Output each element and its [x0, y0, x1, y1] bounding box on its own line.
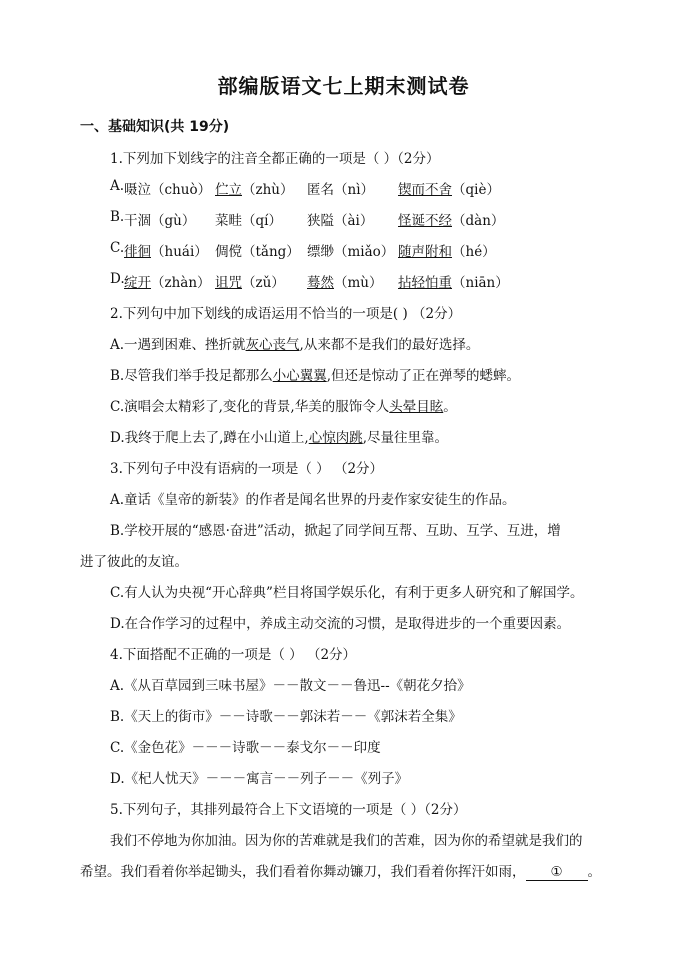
fill-blank-1[interactable]: ① [526, 865, 588, 881]
question-5-stem: 5.下列句子，其排列最符合上下文语境的一项是（ ）（2分） [110, 802, 467, 818]
q1-b-word1: 干涸（gù） [124, 213, 196, 229]
q1-a-word2: 伫立（zhù） [215, 182, 294, 198]
question-4-option-d: D.《杞人忧天》－－－寓言－－列子－－《列子》 [110, 771, 409, 787]
q1-a-word1: 嗫泣（chuò） [124, 182, 212, 198]
section-heading: 一、基础知识(共 19分) [80, 119, 230, 135]
q1-d-word4: 拈轻怕重（niān） [398, 275, 509, 291]
question-4-option-a: A.《从百草园到三味书屋》－－散文－－鲁迅--《朝花夕拾》 [110, 678, 471, 694]
question-4-option-b: B.《天上的街市》－－诗歌－－郭沫若－－《郭沫若全集》 [110, 709, 462, 725]
question-2-option-c: C.演唱会太精彩了,变化的背景,华美的服饰令人头晕目眩。 [110, 399, 457, 415]
question-5-passage-line-1: 我们不停地为你加油。因为你的苦难就是我们的苦难，因为你的希望就是我们的 [110, 833, 583, 849]
question-1-stem: 1.下列加下划线字的注音全都正确的一项是（ ）（2分） [110, 151, 440, 167]
question-4-stem: 4.下面搭配不正确的一项是（ ） （2分） [110, 647, 357, 663]
question-3-option-d: D.在合作学习的过程中，养成主动交流的习惯，是取得进步的一个重要因素。 [110, 616, 571, 632]
question-2-stem: 2.下列句中加下划线的成语运用不恰当的一项是( ) （2分） [110, 306, 462, 322]
q1-d-word2: 诅咒（zǔ） [215, 275, 285, 291]
q1-b-label: B. [110, 209, 125, 225]
q1-a-label: A. [110, 178, 125, 194]
question-3-option-a: A.童话《皇帝的新装》的作者是闻名世界的丹麦作家安徒生的作品。 [110, 492, 516, 508]
q1-d-word1: 绽开（zhàn） [124, 275, 211, 291]
q1-b-word3: 狭隘（ài） [307, 213, 374, 229]
question-3-option-c: C.有人认为央视“开心辞典”栏目将国学娱乐化，有利于更多人研究和了解国学。 [110, 585, 584, 601]
question-2-option-b: B.尽管我们举手投足都那么小心翼翼,但还是惊动了正在弹琴的蟋蟀。 [110, 368, 521, 384]
question-2-option-d: D.我终于爬上去了,蹲在小山道上,心惊肉跳,尽量往里靠。 [110, 430, 449, 446]
question-2-option-a: A.一遇到困难、挫折就灰心丧气,从来都不是我们的最好选择。 [110, 337, 480, 353]
q1-c-word1: 徘徊（huái） [124, 244, 208, 260]
q1-c-word2: 倜傥（tǎng） [215, 244, 300, 260]
question-4-option-c: C.《金色花》－－－诗歌－－泰戈尔－－印度 [110, 740, 381, 756]
q1-d-label: D. [110, 271, 125, 287]
question-5-passage-line-2: 希望。我们看着你举起锄头，我们看着你舞动镰刀，我们看着你挥汗如雨， ① 。 [80, 864, 601, 880]
question-3-option-b-cont: 进了彼此的友谊。 [80, 554, 188, 570]
q1-a-word4: 锲而不舍（qiè） [398, 182, 500, 198]
question-3-option-b: B.学校开展的“感恩·奋进”活动，掀起了同学间互帮、互助、互学、互进，增 [110, 523, 561, 539]
question-3-stem: 3.下列句子中没有语病的一项是（ ） （2分） [110, 461, 384, 477]
page-title: 部编版语文七上期末测试卷 [217, 74, 470, 98]
q1-d-word3: 蓦然（mù） [307, 275, 383, 291]
q1-b-word2: 菜畦（qí） [215, 213, 282, 229]
q1-c-word3: 缥缈（miǎo） [307, 244, 395, 260]
q1-c-label: C. [110, 240, 125, 256]
q1-c-word4: 随声附和（hé） [398, 244, 496, 260]
q1-a-word3: 匿名（nì） [307, 182, 375, 198]
q1-b-word4: 怪诞不经（dàn） [398, 213, 505, 229]
